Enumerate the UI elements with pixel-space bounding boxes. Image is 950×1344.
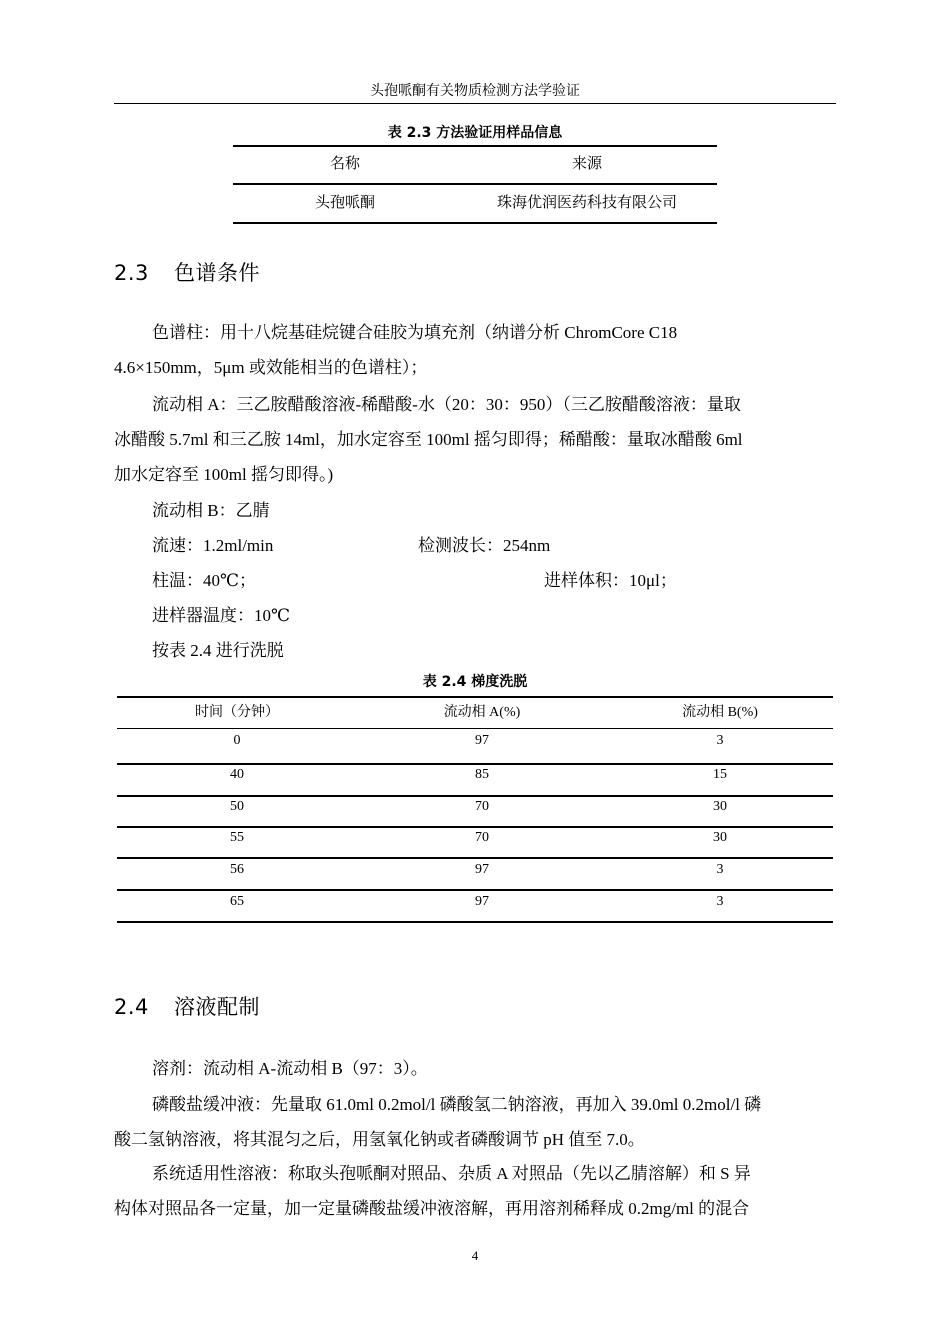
table-cell: 97 (475, 733, 489, 748)
table-2-3-caption: 表 2.3 方法验证用样品信息 (387, 125, 563, 141)
paragraph-solvent: 溶剂：流动相 A-流动相 B（97：3）。 (152, 1059, 428, 1078)
table-2-3-bottom-rule (233, 222, 717, 224)
table-2-3-header-name: 名称 (329, 156, 360, 172)
table-2-4-header-b: 流动相 B(%) (682, 705, 758, 720)
sampler-temperature: 进样器温度：10℃ (152, 606, 291, 625)
table-2-3-cell: 珠海优润医药科技有限公司 (496, 195, 677, 211)
table-cell: 56 (230, 862, 244, 877)
table-cell: 55 (230, 830, 244, 845)
table-cell: 30 (713, 799, 727, 814)
table-cell: 3 (716, 862, 724, 877)
table-cell: 50 (230, 799, 244, 814)
column-temperature: 柱温：40℃； (152, 571, 257, 590)
table-row-rule (117, 889, 833, 891)
paragraph-mobile-a: 流动相 A：三乙胺醋酸溶液-稀醋酸-水（20：30：950）（三乙胺醋酸溶液：量取 (152, 395, 741, 414)
header-rule (114, 103, 836, 104)
table-2-3-header-source: 来源 (571, 156, 602, 172)
table-cell: 70 (475, 830, 489, 845)
table-cell: 3 (716, 894, 724, 909)
section-heading-2-3 (114, 257, 260, 287)
gradient-note: 按表 2.4 进行洗脱 (152, 641, 284, 660)
table-cell: 65 (230, 894, 244, 909)
table-2-4-bottom-rule (117, 921, 833, 923)
section-heading-2-4 (114, 991, 260, 1021)
table-cell: 97 (475, 894, 489, 909)
paragraph-mobile-a-cont: 加水定容至 100ml 摇匀即得。) (114, 465, 334, 484)
table-cell: 85 (475, 767, 489, 782)
table-row-rule (117, 826, 833, 828)
injection-volume: 进样体积：10μl； (544, 571, 677, 590)
table-cell: 15 (713, 767, 727, 782)
paragraph-buffer: 磷酸盐缓冲液：先量取 61.0ml 0.2mol/l 磷酸氢二钠溶液，再加入 39.0ml 0.2mol/l 磷 (152, 1095, 762, 1114)
table-2-3-top-rule (233, 145, 717, 147)
running-header: 头孢哌酮有关物质检测方法学验证 (370, 84, 580, 99)
flow-rate: 流速：1.2ml/min (152, 536, 274, 555)
table-2-4-header-time: 时间（分钟） (195, 705, 279, 720)
table-2-4-header-rule (117, 728, 833, 729)
page-number: 4 (471, 1248, 479, 1263)
paragraph-buffer-cont: 酸二氢钠溶液，将其混匀之后，用氢氧化钠或者磷酸调节 pH 值至 7.0。 (114, 1130, 645, 1149)
paragraph-column-cont: 4.6×150mm，5μm 或效能相当的色谱柱）； (114, 358, 428, 377)
paragraph-mobile-a-cont: 冰醋酸 5.7ml 和三乙胺 14ml，加水定容至 100ml 摇匀即得；稀醋酸：量取冰醋酸 6ml (114, 430, 743, 449)
paragraph-suitability-cont: 构体对照品各一定量，加一定量磷酸盐缓冲液溶解，再用溶剂稀释成 0.2mg/ml 的混合 (114, 1199, 750, 1218)
paragraph-suitability: 系统适用性溶液：称取头孢哌酮对照品、杂质 A 对照品（先以乙腈溶解）和 S 异 (152, 1164, 751, 1183)
section-number: 2.3 (114, 261, 149, 285)
section-title: 溶液配制 (174, 995, 260, 1019)
table-2-4-top-rule (117, 696, 833, 698)
table-cell: 40 (230, 767, 244, 782)
table-cell: 97 (475, 862, 489, 877)
table-row-rule (117, 795, 833, 797)
table-row-rule (117, 763, 833, 765)
table-2-4-caption: 表 2.4 梯度洗脱 (422, 674, 528, 690)
table-row-rule (117, 857, 833, 859)
table-2-3-mid-rule (233, 183, 717, 185)
table-2-4-header-a: 流动相 A(%) (443, 705, 521, 720)
detection-wavelength: 检测波长：254nm (418, 536, 551, 555)
table-2-3-cell: 头孢哌酮 (314, 195, 375, 211)
table-cell: 70 (475, 799, 489, 814)
table-cell: 0 (233, 733, 241, 748)
paragraph-mobile-b: 流动相 B：乙腈 (152, 501, 270, 520)
section-title: 色谱条件 (174, 261, 260, 285)
paragraph-column: 色谱柱：用十八烷基硅烷键合硅胶为填充剂（纳谱分析 ChromCore C18 (152, 323, 678, 342)
table-cell: 30 (713, 830, 727, 845)
section-number: 2.4 (114, 995, 149, 1019)
table-cell: 3 (716, 733, 724, 748)
